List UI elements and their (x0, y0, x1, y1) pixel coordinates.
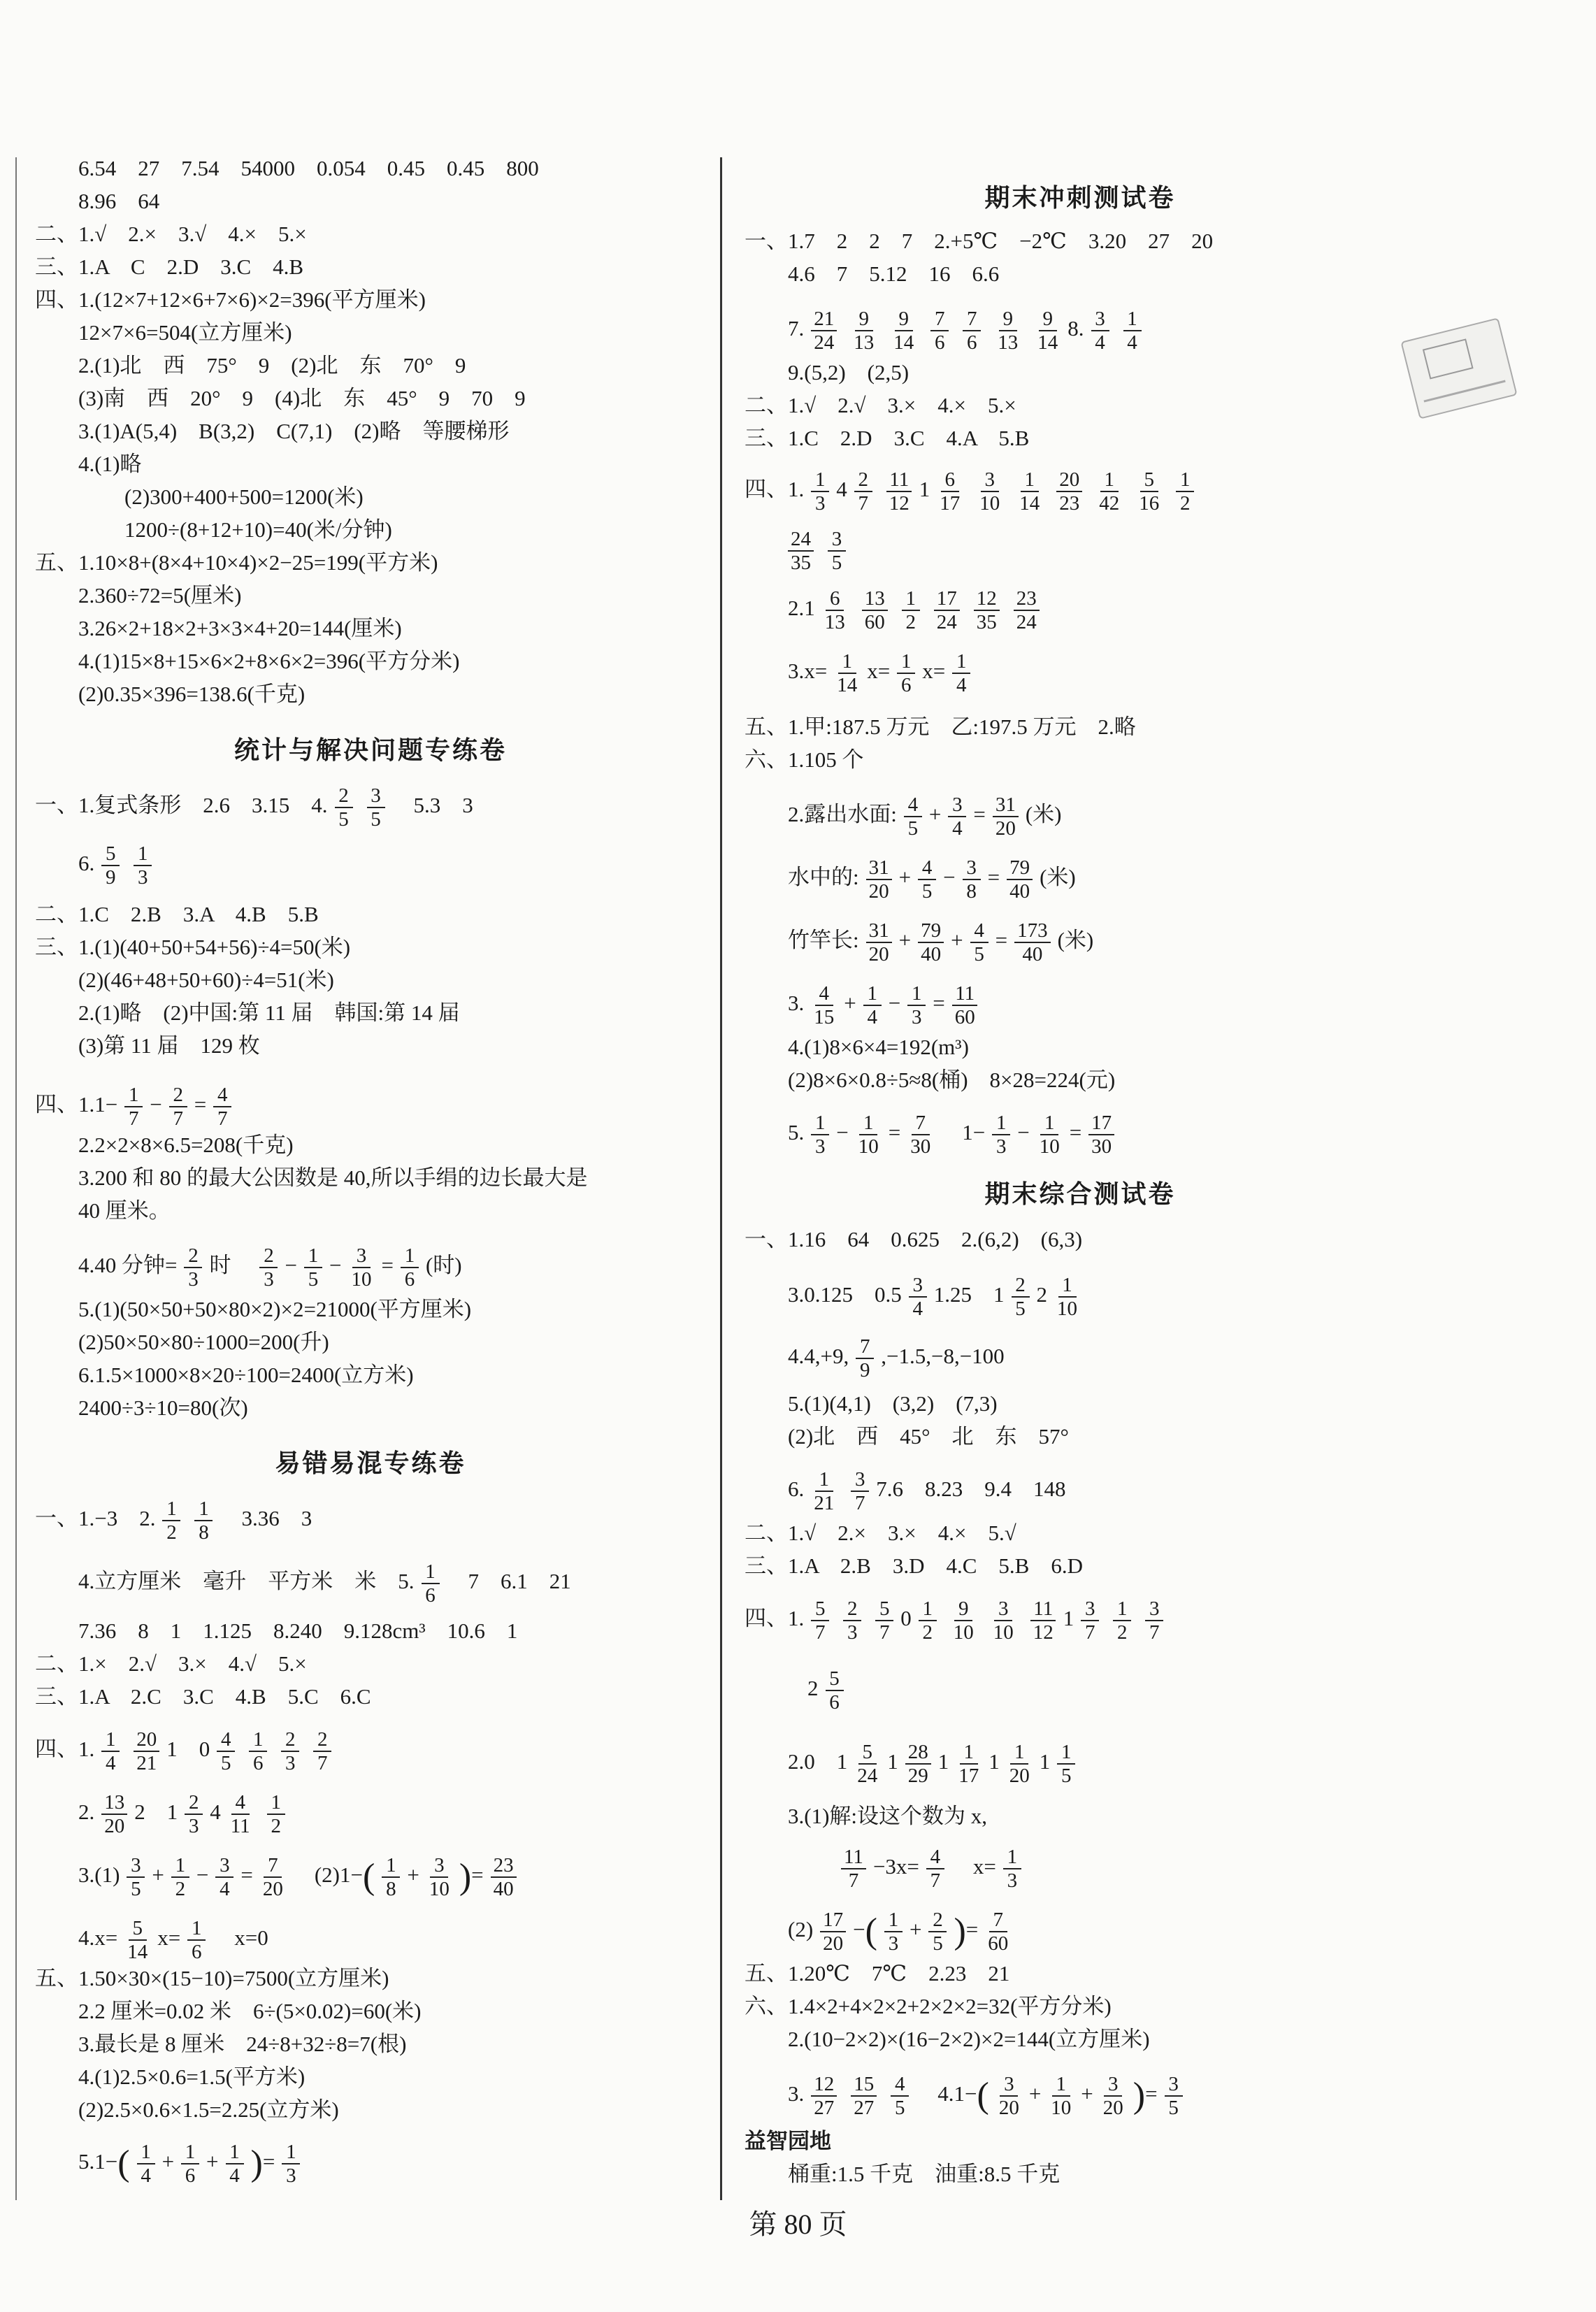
section-heading: 益智园地 (745, 2129, 831, 2153)
answer-line: 12×7×6=504(立方厘米) (78, 320, 292, 345)
answer-line: 五、1.甲:187.5 万元 乙:197.5 万元 2.略 (745, 715, 1136, 739)
answer-line: 2 $\frac{5}{6}$ (807, 1667, 851, 1714)
answer-line: 四、1.(12×7+12×6+7×6)×2=396(平方厘米) (35, 287, 426, 312)
answer-line: 六、1.4×2+4×2×2+2×2×2=32(平方分米) (745, 1994, 1112, 2018)
answer-line: 3.0.125 0.5 $\frac{3}{4}$ 1.25 1 $\frac{2}{5}$ 2 $\frac{1}{10}$ (788, 1274, 1077, 1320)
answer-line: 三、1.A C 2.D 3.C 4.B (35, 254, 304, 279)
answer-line: (2) $\frac{17}{20}$ −( $\frac{1}{3}$ + $\frac{2}{5}$ )= $\frac{7}{60}$ (788, 1909, 1009, 1955)
answer-line: 3.(1)解:设这个数为 x, (788, 1804, 988, 1828)
answer-line: 五、1.20℃ 7℃ 2.23 21 (745, 1961, 1010, 1986)
answer-line: 3.(1) $\frac{3}{5}$ + $\frac{1}{2}$ − $\frac{3}{4}$ = $\frac{7}{20}$ (2)1−( $\frac{1}{8}$ + $\frac{3}{10}$ )= $\frac{23}{40}$ (35, 1854, 524, 1900)
answer-line: 三、1.C 2.D 3.C 4.A 5.B (745, 426, 1030, 450)
answer-line: 2.360÷72=5(厘米) (78, 583, 242, 608)
answer-line: (2)北 西 45° 北 东 57° (788, 1424, 1069, 1449)
answer-line: 三、1.(1)(40+50+54+56)÷4=50(米) (35, 935, 351, 959)
answer-line: 3.(1)A(5,4) B(3,2) C(7,1) (2)略 等腰梯形 (78, 419, 510, 443)
answer-line: (2)50×50×80÷1000=200(升) (78, 1330, 329, 1354)
answer-line: 40 厘米。 (78, 1198, 171, 1223)
answer-line: 2400÷3÷10=80(次) (78, 1395, 248, 1420)
answer-line: 3.x= $\frac{1}{14}$ x= $\frac{1}{6}$ x= $\frac{1}{4}$ (745, 650, 977, 696)
answer-line: 2.1 $\frac{6}{13}$ $\frac{13}{60}$ $\frac{1}{2}$ $\frac{17}{24}$ $\frac{12}{35}$ $\frac{23}{24}$ (745, 587, 1047, 633)
answer-line: (2)0.35×396=138.6(千克) (78, 682, 305, 706)
answer-line: 5.(1)(4,1) (3,2) (7,3) (788, 1391, 998, 1416)
answer-line: (2)8×6×0.8÷5≈8(桶) 8×28=224(元) (788, 1068, 1116, 1092)
answer-line: 4.(1)略 (78, 452, 142, 476)
answer-line: 二、1.C 2.B 3.A 4.B 5.B (35, 902, 319, 926)
answer-line: (2)300+400+500=1200(米) (124, 484, 364, 509)
answer-line: 4.6 7 5.12 16 6.6 (788, 261, 1000, 286)
answer-line: 4.(1)15×8+15×6×2+8×6×2=396(平方分米) (78, 649, 460, 673)
answer-line: 4.立方厘米 毫升 平方米 米 5. $\frac{1}{6}$ 7 6.1 21 (78, 1560, 571, 1607)
answer-line: 二、1.√ 2.× 3.√ 4.× 5.× (35, 222, 307, 246)
answer-line: $\frac{24}{35}$ $\frac{3}{5}$ (781, 528, 853, 574)
answer-line: 一、1.16 64 0.625 2.(6,2) (6,3) (745, 1227, 1083, 1251)
answer-line: 三、1.A 2.B 3.D 4.C 5.B 6.D (745, 1553, 1083, 1578)
answer-line: 5.(1)(50×50+50×80×2)×2=21000(平方厘米) (78, 1297, 472, 1321)
answer-line: 一、1.复式条形 2.6 3.15 4. $\frac{2}{5}$ $\frac{3}{5}$ 5.3 3 (35, 784, 473, 831)
section-title: 期末冲刺测试卷 (984, 184, 1176, 213)
answer-line: 5. $\frac{1}{3}$ − $\frac{1}{10}$ = $\frac{7}{30}$ 1− $\frac{1}{3}$ − $\frac{1}{10}$ = $\frac{17}{30}$ (745, 1112, 1121, 1158)
answer-line: 四、1. $\frac{5}{7}$ $\frac{2}{3}$ $\frac{5}{7}$ 0 $\frac{1}{2}$ $\frac{9}{10}$ $\frac{3}{10}$ $\frac{11}{12}$ 1 $\frac{3}{7}$ $\frac{1}{2}$ $\frac{3}{7}$ (745, 1597, 1170, 1644)
answer-line: 8.96 64 (78, 189, 160, 213)
answer-line: 五、1.10×8+(8×4+10×4)×2−25=199(平方米) (35, 550, 438, 575)
answer-line: 四、1.1− $\frac{1}{7}$ − $\frac{2}{7}$ = $\frac{4}{7}$ (35, 1084, 238, 1130)
answer-line: 3.最长是 8 厘米 24÷8+32÷8=7(根) (78, 2032, 407, 2056)
answer-line: 1200÷(8+12+10)=40(米/分钟) (124, 517, 392, 542)
answer-line: 6.1.5×1000×8×20÷100=2400(立方米) (78, 1363, 414, 1387)
answer-line: 2.(1)北 西 75° 9 (2)北 东 70° 9 (78, 353, 466, 378)
answer-line: 3. $\frac{4}{15}$ + $\frac{1}{4}$ − $\frac{1}{3}$ = $\frac{11}{60}$ (745, 982, 985, 1028)
answer-line: 5.1−( $\frac{1}{4}$ + $\frac{1}{6}$ + $\frac{1}{4}$ )= $\frac{1}{3}$ (35, 2141, 307, 2187)
answer-line: 四、1. $\frac{1}{4}$ $\frac{20}{21}$ 1 0 $\frac{4}{5}$ $\frac{1}{6}$ $\frac{2}{3}$ $\frac{2}{7}$ (35, 1728, 338, 1774)
answer-line: 2.(10−2×2)×(16−2×2)×2=144(立方厘米) (788, 2027, 1150, 2051)
answer-line: 竹竿长: $\frac{31}{20}$ + $\frac{79}{40}$ + $\frac{4}{5}$ = $\frac{173}{40}$ (米) (788, 919, 1094, 965)
answer-line: 4.40 分钟= $\frac{2}{3}$ 时 $\frac{2}{3}$ − $\frac{1}{5}$ − $\frac{3}{10}$ = $\frac{1}{6}$ (时) (78, 1244, 462, 1291)
answer-line: 三、1.A 2.C 3.C 4.B 5.C 6.C (35, 1684, 371, 1709)
left-margin-line (15, 157, 17, 2200)
answer-line: 6. $\frac{1}{21}$ $\frac{3}{7}$ 7.6 8.23 9.4 148 (788, 1468, 1066, 1514)
answer-line: 2.2×2×8×6.5=208(千克) (78, 1133, 294, 1157)
answer-line: 四、1. $\frac{1}{3}$ 4 $\frac{2}{7}$ $\frac{11}{12}$ 1 $\frac{6}{17}$ $\frac{3}{10}$ $\frac{1}{14}$ $\frac{20}{23}$ $\frac{1}{42}$ $\frac{5}{16}$ $\frac{1}{2}$ (745, 468, 1201, 515)
answer-line: 6.54 27 7.54 54000 0.054 0.45 0.45 800 (78, 156, 539, 180)
answer-line: 4.(1)8×6×4=192(m³) (788, 1035, 969, 1059)
answer-line: (2)(46+48+50+60)÷4=51(米) (78, 968, 334, 992)
answer-line: 六、1.105 个 (745, 747, 864, 772)
section-title: 期末综合测试卷 (984, 1180, 1176, 1209)
answer-line: 二、1.× 2.√ 3.× 4.√ 5.× (35, 1651, 307, 1676)
answer-line: 二、1.√ 2.√ 3.× 4.× 5.× (745, 393, 1016, 417)
answer-line: 2.0 1 $\frac{5}{24}$ 1 $\frac{28}{29}$ 1 $\frac{1}{17}$ 1 $\frac{1}{20}$ 1 $\frac{1}{5}$ (745, 1741, 1082, 1787)
answer-line: 9.(5,2) (2,5) (788, 360, 910, 385)
answer-line: 3.200 和 80 的最大公因数是 40,所以手绢的边长最大是 (78, 1165, 588, 1190)
section-title: 易错易混专练卷 (275, 1449, 466, 1478)
answer-line: 2.(1)略 (2)中国:第 11 届 韩国:第 14 届 (78, 1000, 460, 1025)
section-title: 统计与解决问题专练卷 (233, 736, 507, 765)
answer-line: 7. $\frac{21}{24}$ $\frac{9}{13}$ $\frac{9}{14}$ $\frac{7}{6}$ $\frac{7}{6}$ $\frac{9}{13}$ $\frac{9}{14}$ 8. $\frac{3}{4}$ $\frac{1}{4}$ (745, 308, 1149, 354)
answer-line: 4.x= $\frac{5}{14}$ x= $\frac{1}{6}$ x=0 (78, 1917, 268, 1963)
answer-line: 2. $\frac{13}{20}$ 2 1 $\frac{2}{3}$ 4 $\frac{4}{11}$ $\frac{1}{2}$ (35, 1791, 292, 1837)
answer-line: 2.露出水面: $\frac{4}{5}$ + $\frac{3}{4}$ = $\frac{31}{20}$ (米) (788, 794, 1062, 840)
column-divider (720, 157, 722, 2200)
answer-line: 4.(1)2.5×0.6=1.5(平方米) (78, 2065, 305, 2089)
answer-line: 二、1.√ 2.× 3.× 4.× 5.√ (745, 1521, 1016, 1545)
answer-line: (3)南 西 20° 9 (4)北 东 45° 9 70 9 (78, 386, 526, 410)
answer-line: 水中的: $\frac{31}{20}$ + $\frac{4}{5}$ − $\frac{3}{8}$ = $\frac{79}{40}$ (米) (788, 856, 1076, 903)
stamp-logo (1400, 317, 1517, 419)
answer-line: 一、1.7 2 2 7 2.+5℃ −2℃ 3.20 27 20 (745, 229, 1214, 253)
answer-line: 桶重:1.5 千克 油重:8.5 千克 (788, 2162, 1061, 2186)
page-number: 第 80 页 (749, 2209, 847, 2240)
answer-line: 7.36 8 1 1.125 8.240 9.128cm³ 10.6 1 (78, 1618, 518, 1643)
answer-line: 6. $\frac{5}{9}$ $\frac{1}{3}$ (35, 842, 159, 889)
answer-line: 3. $\frac{12}{27}$ $\frac{15}{27}$ $\frac{4}{5}$ 4.1−( $\frac{3}{20}$ + $\frac{1}{10}$ + $\frac{3}{20}$ )= $\frac{3}{5}$ (745, 2073, 1190, 2119)
answer-line: (3)第 11 届 129 枚 (78, 1033, 260, 1058)
answer-line: $\frac{11}{7}$ −3x= $\frac{4}{7}$ x= $\frac{1}{3}$ (745, 1846, 1028, 1892)
answer-line: 4.4,+9, $\frac{7}{9}$ ,−1.5,−8,−100 (788, 1335, 1005, 1381)
answer-line: 2.2 厘米=0.02 米 6÷(5×0.02)=60(米) (78, 1999, 422, 2023)
answer-line: 五、1.50×30×(15−10)=7500(立方厘米) (35, 1966, 389, 1990)
answer-line: (2)2.5×0.6×1.5=2.25(立方米) (78, 2097, 339, 2122)
answer-line: 3.26×2+18×2+3×3×4+20=144(厘米) (78, 616, 402, 640)
answer-line: 一、1.−3 2. $\frac{1}{2}$ $\frac{1}{8}$ 3.36 3 (35, 1498, 312, 1544)
